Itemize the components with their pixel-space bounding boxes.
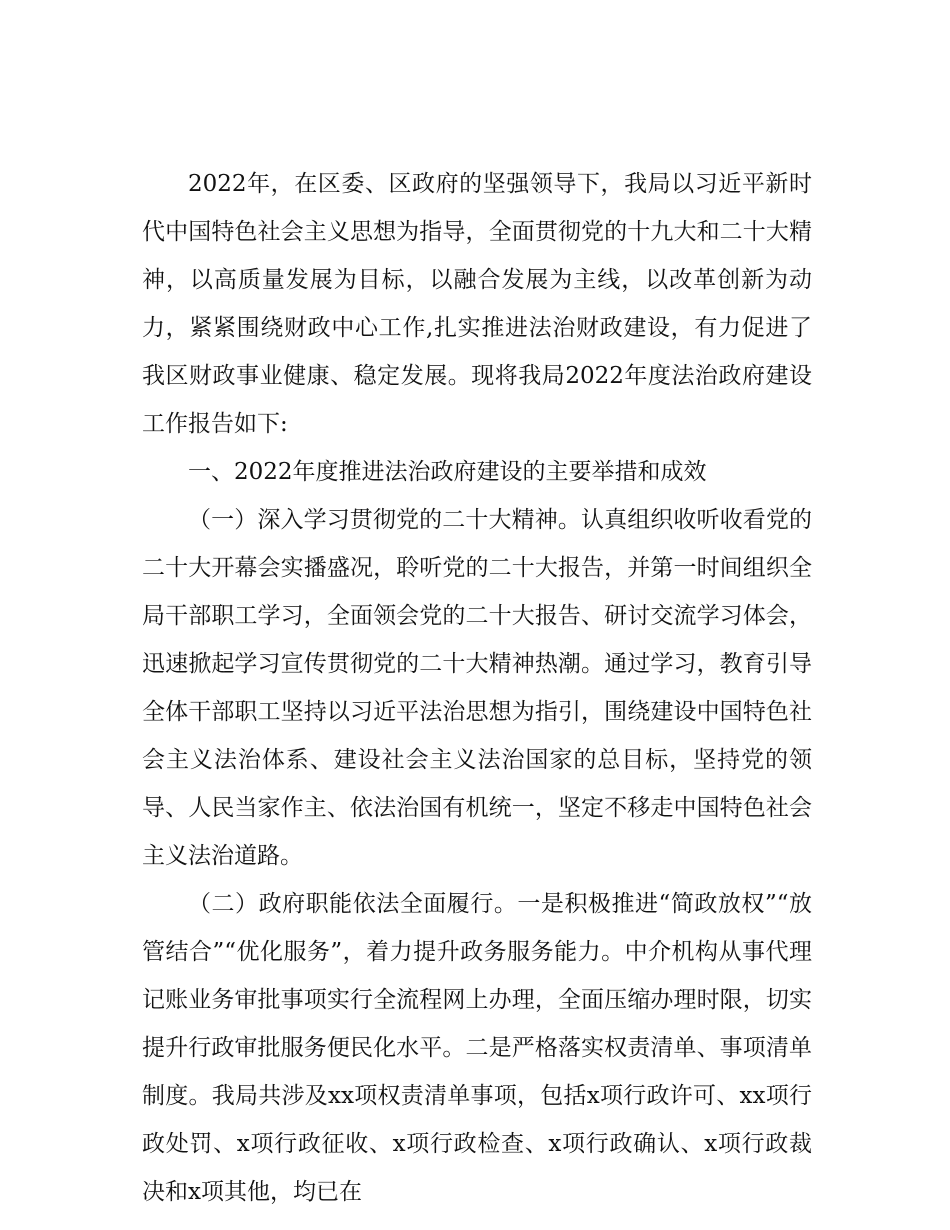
intro-paragraph: 2022年，在区委、区政府的坚强领导下，我局以习近平新时代中国特色社会主义思想为指导，全面贯彻党的十九大和二十大精神，以高质量发展为目标，以融合发展为主线，以改革创新为动力，紧紧围绕财政中心工作,扎实推进法治财政建设，有力促进了我区财政事业健康、稳定发展。现将我局2022年度法治政府建设工作报告如下: (142, 171, 812, 437)
document-body (142, 160, 812, 1216)
section-heading: 一、2022年度推进法治政府建设的主要举措和成效 (188, 459, 707, 485)
body-paragraph-study: （一）深入学习贯彻党的二十大精神。认真组织收听收看党的二十大开幕会实播盛况，聆听党的二十大报告，并第一时间组织全局干部职工学习，全面领会党的二十大报告、研讨交流学习体会，迅速掀起学习宣传贯彻党的二十大精神热潮。通过学习，教育引导全体干部职工坚持以习近平法治思想为指引，围绕建设中国特色社会主义法治体系、建设社会主义法治国家的总目标，坚持党的领导、人民当家作主、依法治国有机统一，坚定不移走中国特色社会主义法治道路。 (142, 507, 812, 869)
body-paragraph-functions: （二）政府职能依法全面履行。一是积极推进“简政放权”“放管结合”“优化服务”，着力提升政务服务能力。中介机构从事代理记账业务审批事项实行全流程网上办理，全面压缩办理时限，切实提升行政审批服务便民化水平。二是严格落实权责清单、事项清单制度。我局共涉及xx项权责清单事项，包括x项行政许可、xx项行政处罚、x项行政征收、x项行政检查、x项行政确认、x项行政裁决和x项其他，均已在 (142, 891, 812, 1205)
